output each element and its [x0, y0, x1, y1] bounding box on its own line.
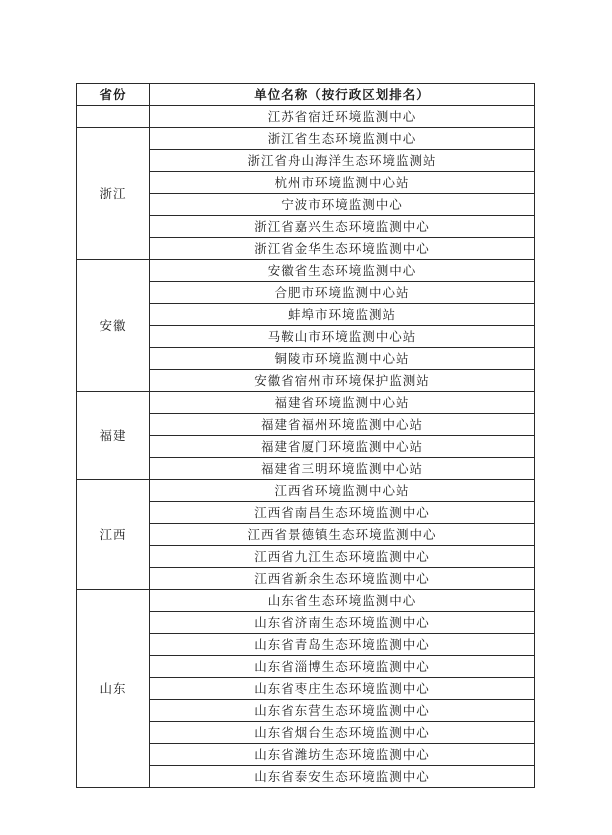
unit-cell: 福建省福州环境监测中心站: [150, 414, 535, 436]
unit-cell: 宁波市环境监测中心: [150, 194, 535, 216]
unit-cell: 杭州市环境监测中心站: [150, 172, 535, 194]
unit-cell: 江西省环境监测中心站: [150, 480, 535, 502]
unit-cell: 浙江省金华生态环境监测中心: [150, 238, 535, 260]
unit-cell: 浙江省嘉兴生态环境监测中心: [150, 216, 535, 238]
unit-cell: 江苏省宿迁环境监测中心: [150, 106, 535, 128]
unit-cell: 铜陵市环境监测中心站: [150, 348, 535, 370]
unit-cell: 浙江省生态环境监测中心: [150, 128, 535, 150]
unit-cell: 安徽省生态环境监测中心: [150, 260, 535, 282]
unit-cell: 山东省潍坊生态环境监测中心: [150, 744, 535, 766]
unit-cell: 浙江省舟山海洋生态环境监测站: [150, 150, 535, 172]
header-row: [77, 84, 535, 106]
units-table: [76, 83, 535, 788]
unit-cell: 蚌埠市环境监测站: [150, 304, 535, 326]
table-row: [77, 392, 535, 414]
table-row: [77, 128, 535, 150]
unit-cell: 山东省泰安生态环境监测中心: [150, 766, 535, 788]
unit-cell: 山东省济南生态环境监测中心: [150, 612, 535, 634]
table-row: [77, 106, 535, 128]
province-cell: 江西: [77, 480, 150, 590]
unit-cell: 山东省烟台生态环境监测中心: [150, 722, 535, 744]
header-unit: 单位名称（按行政区划排名）: [150, 84, 535, 106]
unit-cell: 山东省生态环境监测中心: [150, 590, 535, 612]
unit-cell: 江西省九江生态环境监测中心: [150, 546, 535, 568]
unit-cell: 山东省枣庄生态环境监测中心: [150, 678, 535, 700]
unit-cell: 福建省厦门环境监测中心站: [150, 436, 535, 458]
province-cell: 浙江: [77, 128, 150, 260]
table-row: [77, 260, 535, 282]
unit-cell: 江西省新余生态环境监测中心: [150, 568, 535, 590]
province-cell: 山东: [77, 590, 150, 788]
unit-cell: 福建省三明环境监测中心站: [150, 458, 535, 480]
province-cell: 安徽: [77, 260, 150, 392]
unit-cell: 合肥市环境监测中心站: [150, 282, 535, 304]
table-body: [77, 106, 535, 788]
unit-cell: 安徽省宿州市环境保护监测站: [150, 370, 535, 392]
unit-cell: 福建省环境监测中心站: [150, 392, 535, 414]
unit-cell: 山东省淄博生态环境监测中心: [150, 656, 535, 678]
province-cell: [77, 106, 150, 128]
province-cell: 福建: [77, 392, 150, 480]
unit-cell: 江西省景德镇生态环境监测中心: [150, 524, 535, 546]
unit-cell: 山东省东营生态环境监测中心: [150, 700, 535, 722]
table-row: [77, 480, 535, 502]
unit-cell: 马鞍山市环境监测中心站: [150, 326, 535, 348]
header-province: 省份: [77, 84, 150, 106]
table-row: [77, 590, 535, 612]
unit-cell: 山东省青岛生态环境监测中心: [150, 634, 535, 656]
unit-cell: 江西省南昌生态环境监测中心: [150, 502, 535, 524]
